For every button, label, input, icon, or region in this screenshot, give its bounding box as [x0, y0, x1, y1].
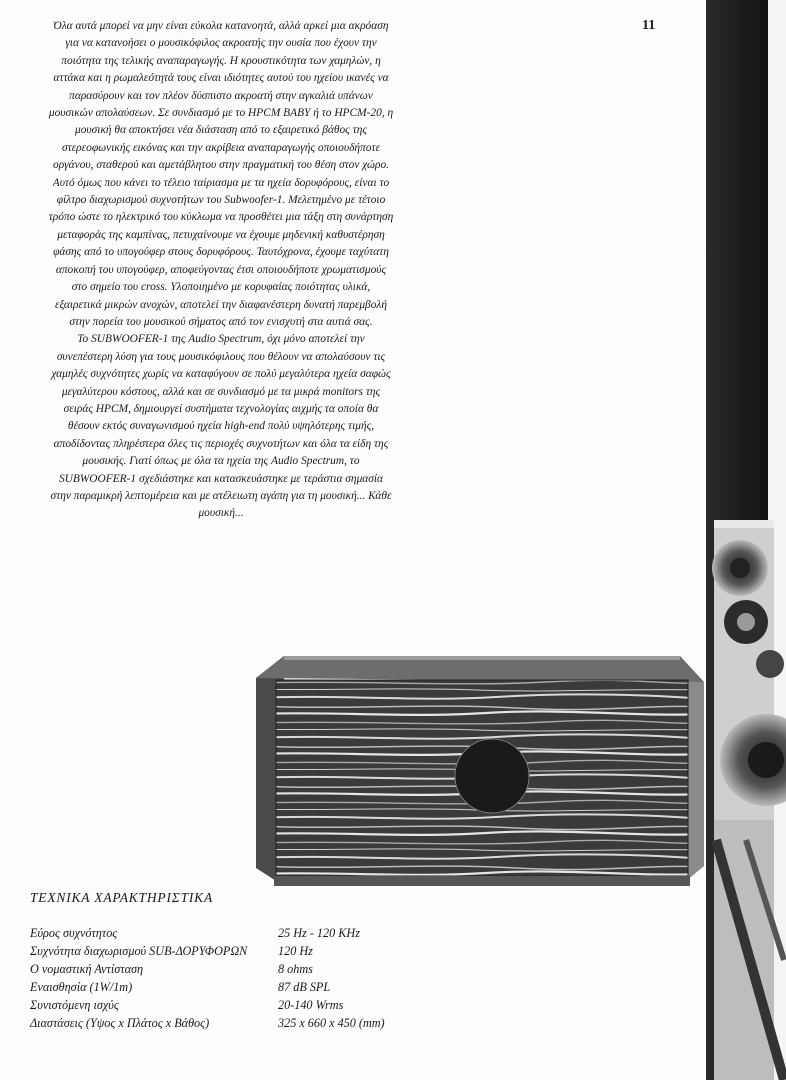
paragraph-3: Το SUBWOOFER-1 της Audio Spectrum, όχι μόνο αποτελεί την συνεπέστερη λύση για τους μουσικόφιλους που θέλουν να απολαύσουν τις χαμηλές συχνότητες χωρίς να καταφύγουν σε πολύ μεγαλύτερα ηχεία σαφώς μεγαλύτερου κόστους, αλλά και σε συνδιασμό με τα μικρά monitors της σειράς HPCM, δημιουργεί συστήματα τεχνολογίας αιχμής τα οποία θα θέσουν εκτός συναγωνισμού ηχεία high-end πολύ υψηλότερης τιμής, αποδίδοντας πληρέστερα όλες τις περιοχές συχνοτήτων και όλα τα είδη της μουσικής. Γιατί όπως με όλα τα ηχεία της Audio Spectrum, το SUBWOOFER-1 σχεδιάστηκε και κατασκευάστηκε με τεράστια σημασία στην παραμικρή λεπτομέρεια και με ατέλειωτη αγάπη για τη μουσική... Κάθε μουσική... — [50, 333, 392, 520]
spec-label: Εναισθησία (1W/1m) — [30, 979, 133, 994]
spec-row — [30, 924, 385, 942]
paragraph-2: Αυτό όμως που κάνει το τέλειο ταίριασμα με τα ηχεία δορυφόρους, είναι το φίλτρο διαχωρισμού συχνοτήτων του Subwoofer-1. Μελετημένο με τέτοιο τρόπο ώστε το ηλεκτρικό του κύκλωμα να προσθέτει μια τάξη στη συνάρτηση μεταφοράς της καμπίνας, πετυχαίνουμε να έχουμε μηδενική καθυστέρηση φάσης από το υπογούφερ στους δορυφόρους. Ταυτόχρονα, έχουμε ταχύτατη αποκοπή του υπογούφερ, αποφεύγοντας έτσι οποιουδήποτε χρωματισμούς στο σημείο του cross. Υλοποιημένο με κορυφαίας ποιότητας υλικά, εξαιρετικά μικρών ανοχών, αποτελεί την διαφανέστερη δυνατή παρεμβολή στην πορεία του μουσικού σήματος από τον ενισχυτή στα αυτιά σας. — [48, 176, 394, 328]
spec-label: Ο νομαστική Αντίσταση — [30, 961, 144, 976]
spec-row — [30, 978, 385, 996]
spec-value: 87 dB SPL — [278, 979, 331, 994]
page-number: 11 — [642, 18, 656, 33]
spec-value: 120 Hz — [278, 943, 313, 958]
spec-label: Εύρος συχνότητος — [30, 925, 118, 940]
body-text — [48, 18, 394, 523]
edge-speaker-photo — [706, 0, 786, 1080]
spec-value: 325 x 660 x 450 (mm) — [278, 1015, 385, 1030]
spec-row — [30, 942, 385, 960]
spec-row — [30, 996, 385, 1014]
specs-table — [30, 924, 385, 1032]
spec-label: Συνιστόμενη ισχύς — [30, 997, 119, 1012]
spec-row — [30, 1014, 385, 1032]
spec-label: Διαστάσεις (Υψος x Πλάτος x Βάθος) — [30, 1015, 210, 1030]
spec-value: 25 Hz - 120 KHz — [278, 925, 360, 940]
subwoofer-photo — [256, 652, 704, 886]
spec-label: Συχνότητα διαχωρισμού SUB-ΔΟΡΥΦΟΡΩΝ — [30, 943, 248, 958]
paragraph-1: Όλα αυτά μπορεί να μην είναι εύκολα κατανοητά, αλλά αρκεί μια ακρόαση για να κατανοήσει ο μουσικόφιλος ακροατής την ουσία που έχουν την ποιότητα της τελικής αναπαραγωγής. Η κρουστικότητα των χαμηλών, η αττάκα και η ρωμαλεότητά τους είναι ιδιότητες αυτού του ηχείου ικανές να παρασύρουν και τον πλέον δύσπιστο ακροατή στην αγκαλιά υπάνων μουσικών απολαύσεων. Σε συνδιασμό με το HPCM BABY ή το HPCM-20, η μουσική θα αποκτήσει νέα διάσταση από το εξαιρετικό βάθος της στερεοφωνικής εικόνας και την ακρίβεια αναπαραγωγής οποιουδήποτε οργάνου, σταθερού και αμετάβλητου στην πραγματική του θέση στον χώρο. — [48, 20, 394, 172]
specs-heading: ΤΕΧΝΙΚΑ ΧΑΡΑΚΤΗΡΙΣΤΙΚΑ — [30, 890, 214, 905]
spec-value: 20-140 Wrms — [278, 997, 344, 1012]
spec-value: 8 ohms — [278, 961, 313, 976]
spec-row — [30, 960, 385, 978]
